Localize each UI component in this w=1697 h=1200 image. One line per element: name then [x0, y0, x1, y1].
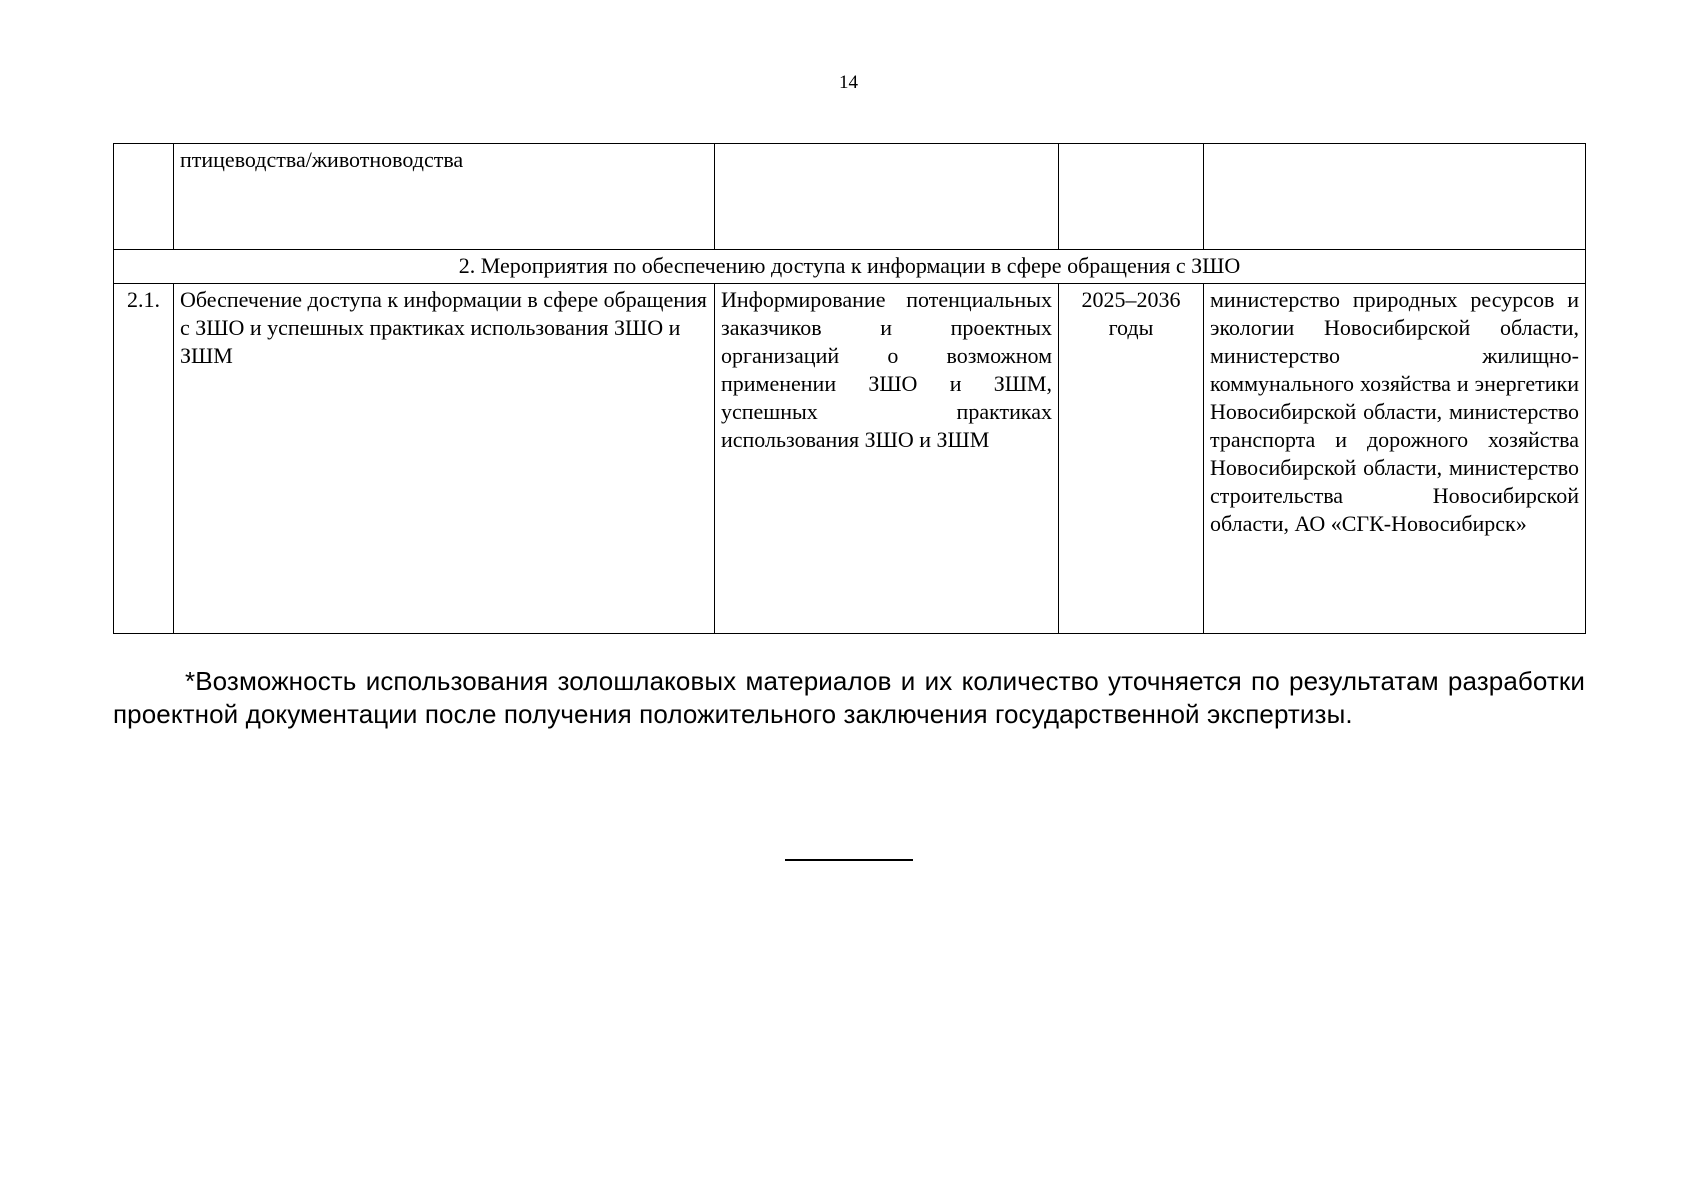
section-heading-row — [114, 250, 1586, 284]
cell-number-empty — [114, 144, 174, 250]
cell-result: Информирование потенциальных заказчиков и проектных организаций о возможном применении ЗШО и ЗШМ, успешных практиках использования ЗШО и ЗШМ — [715, 284, 1059, 634]
cell-responsible-empty — [1204, 144, 1586, 250]
cell-responsible: министерство природных ресурсов и экологии Новосибирской области, министерство жилищно-коммунального хозяйства и энергетики Новосибирской области, министерство транспорта и дорожного хозяйства Новосибирской области, министерство строительства Новосибирской области, АО «СГК-Новосибирск» — [1204, 284, 1586, 634]
cell-continued-text: птицеводства/животноводства — [174, 144, 715, 250]
cell-result-empty — [715, 144, 1059, 250]
footnote: *Возможность использования золошлаковых материалов и их количество уточняется по результатам разработки проектной документации после получения положительного заключения государственной экспертизы. — [113, 666, 1585, 729]
cell-activity: Обеспечение доступа к информации в сфере обращения с ЗШО и успешных практиках использования ЗШО и ЗШМ — [174, 284, 715, 634]
end-divider — [785, 859, 913, 861]
measures-table — [113, 143, 1586, 634]
section-heading: 2. Мероприятия по обеспечению доступа к информации в сфере обращения с ЗШО — [114, 250, 1586, 284]
page-number: 14 — [839, 72, 858, 93]
cell-period-empty — [1059, 144, 1204, 250]
table-row-continued — [114, 144, 1586, 250]
table-row — [114, 284, 1586, 634]
cell-period: 2025–2036 годы — [1059, 284, 1204, 634]
cell-number: 2.1. — [114, 284, 174, 634]
